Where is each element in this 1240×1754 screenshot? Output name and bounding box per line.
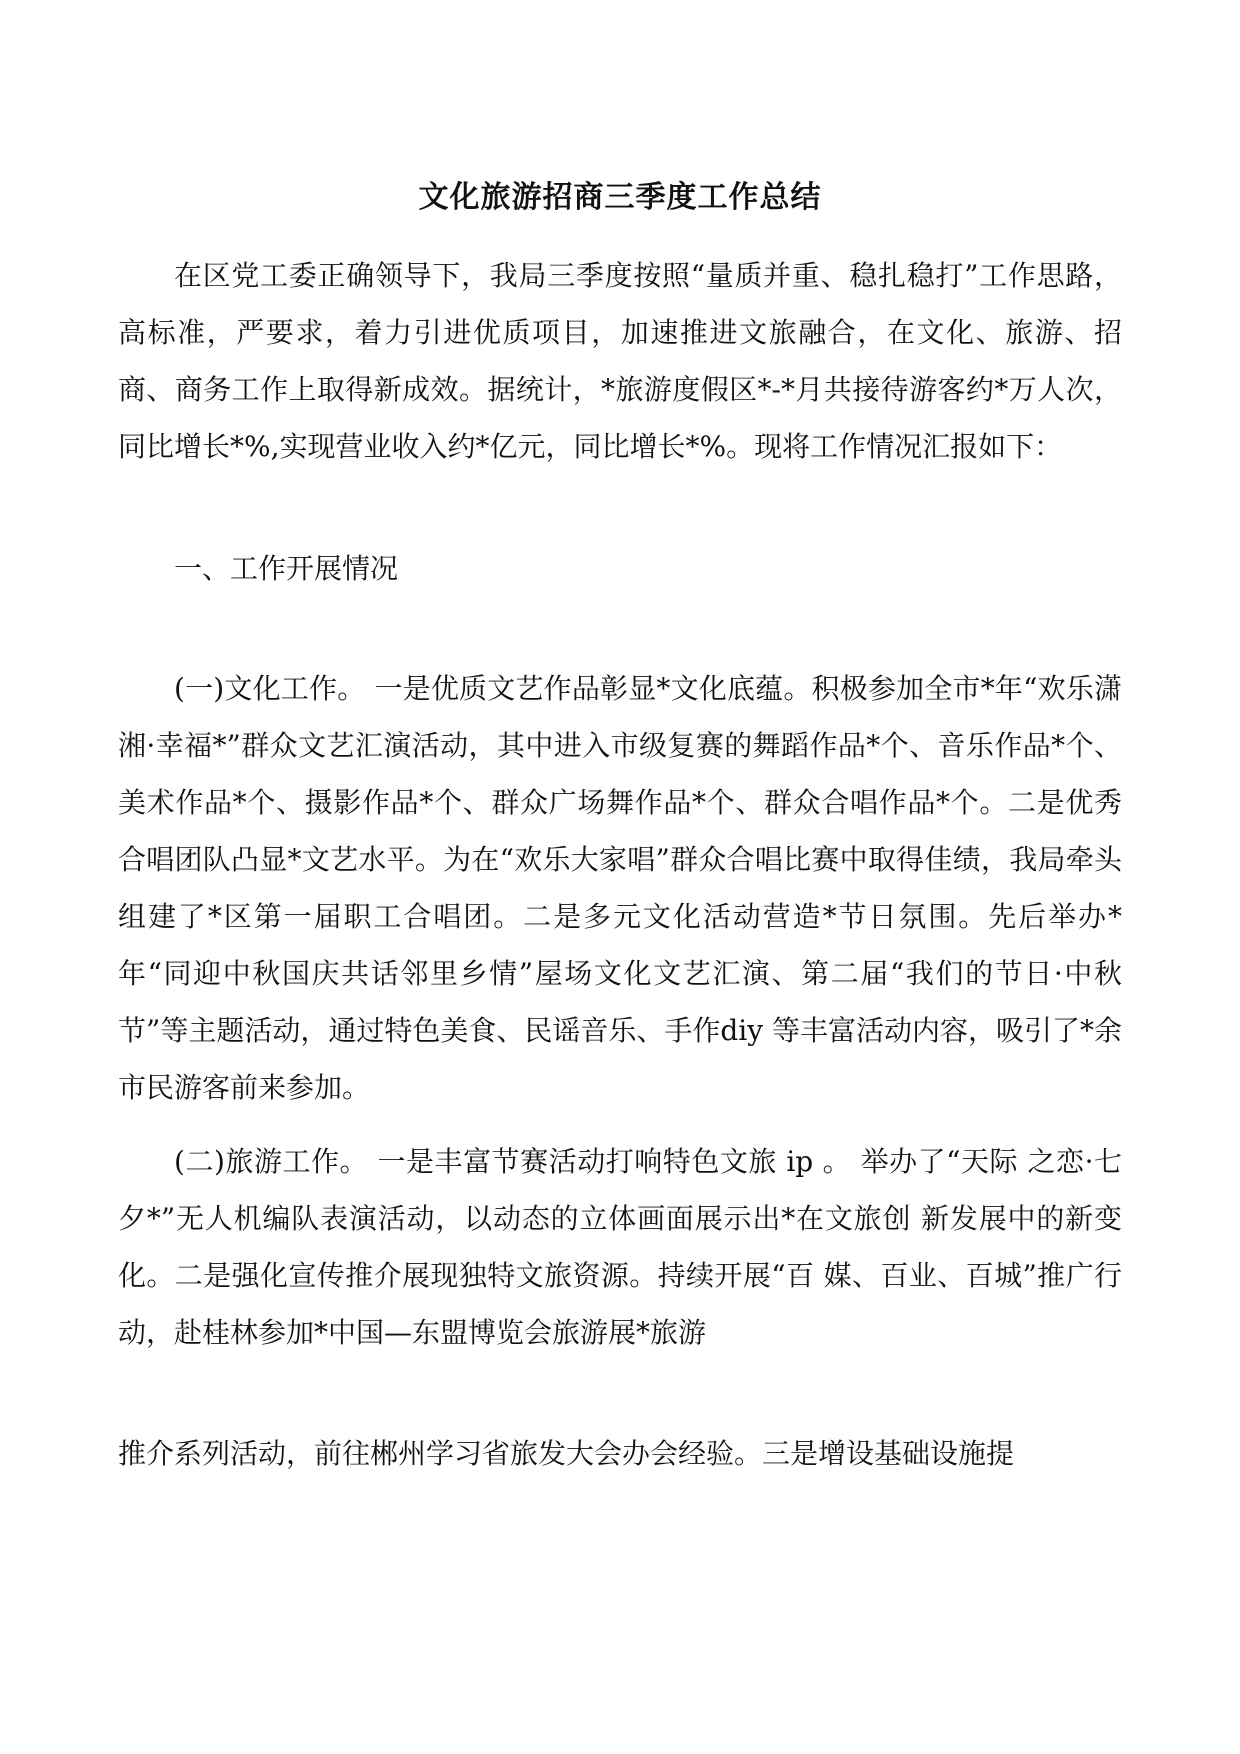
section-heading: 一、工作开展情况 (174, 552, 399, 585)
heading-block (118, 540, 1122, 597)
culture-paragraph: (一)文化工作。 一是优质文艺作品彰显*文化底蕴。积极参加全市*年“欢乐潇湘·幸福*”群众文艺汇演活动，其中进入市级复赛的舞蹈作品*个、音乐作品*个、美术作品*个、摄影作品*个、群众广场舞作品*个、群众合唱作品*个。二是优秀合唱团队凸显*文艺水平。为在“欢乐大家唱”群众合唱比赛中取得佳绩，我局牵头组建了*区第一届职工合唱团。二是多元文化活动营造*节日氛围。先后举办*年“同迎中秋国庆共话邻里乡情”屋场文化文艺汇演、第二届“我们的节日·中秋节”等主题活动，通过特色美食、民谣音乐、手作diy 等丰富活动内容，吸引了*余市民游客前来参加。 (118, 672, 1122, 1104)
continuation-paragraph: 推介系列活动，前往郴州学习省旅发大会办会经验。三是增设基础设施提 (118, 1437, 1015, 1470)
continuation-block (118, 1425, 1122, 1482)
tourism-section (118, 1133, 1122, 1361)
tourism-paragraph: (二)旅游工作。 一是丰富节赛活动打响特色文旅 ip 。 举办了“天际 之恋·七夕*”无人机编队表演活动，以动态的立体画面展示出*在文旅创 新发展中的新变化。二是强化宣传推介展现独特文旅资源。持续开展“百 媒、百业、百城”推广行动，赴桂林参加*中国—东盟博览会旅游展*旅游 (118, 1145, 1122, 1349)
culture-section (118, 660, 1122, 1116)
intro-paragraph: 在区党工委正确领导下，我局三季度按照“量质并重、稳扎稳打”工作思路，高标准，严要求，着力引进优质项目，加速推进文旅融合，在文化、旅游、招商、商务工作上取得新成效。据统计，*旅游度假区*-*月共接待游客约*万人次，同比增长*%,实现营业收入约*亿元，同比增长*%。现将工作情况汇报如下： (118, 259, 1122, 463)
intro-block (118, 247, 1122, 475)
document-title: 文化旅游招商三季度工作总结 (418, 180, 822, 215)
